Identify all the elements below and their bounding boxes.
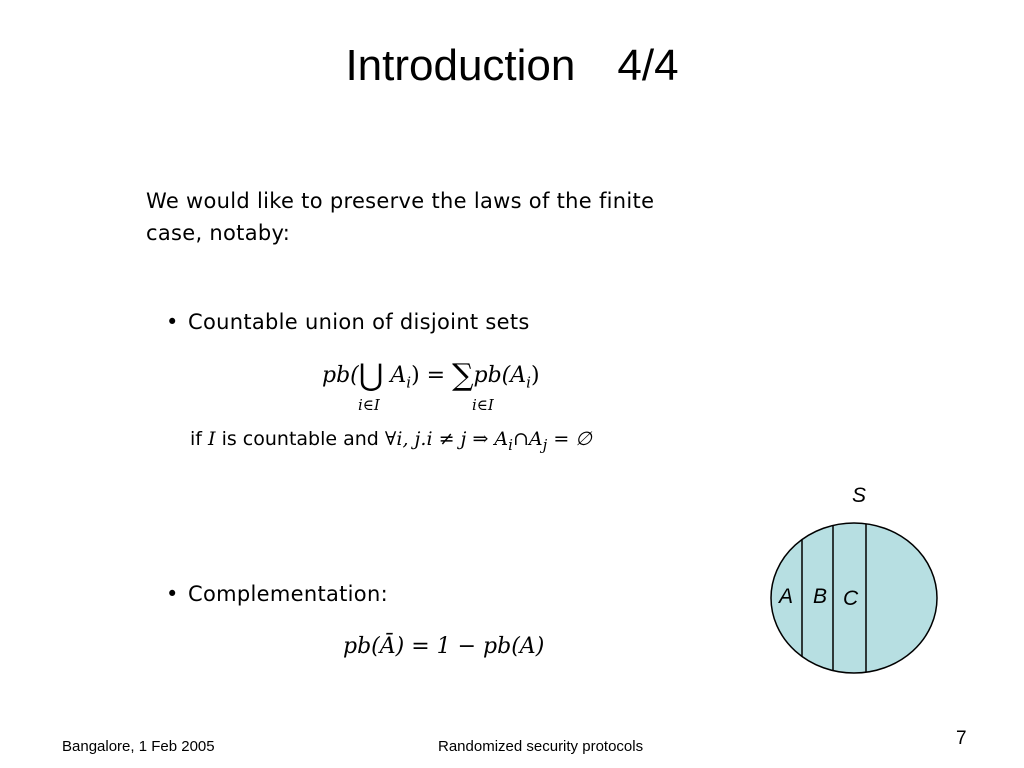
- slide-title-text: Introduction: [345, 41, 576, 90]
- footer-talk-title: Randomized security protocols: [438, 738, 644, 755]
- cond-end: = ∅: [553, 428, 592, 450]
- intro-line-2: case, notaby:: [146, 221, 291, 245]
- slide-title: [0, 40, 1024, 92]
- intro-line-1: We would like to preserve the laws of the finite: [146, 189, 655, 213]
- bullet-complementation-label: Complementation:: [188, 582, 388, 606]
- page-number: 7: [956, 728, 967, 749]
- cond-text: is countable and: [221, 428, 379, 450]
- cond-prefix: if: [190, 428, 202, 450]
- formula-close: ): [530, 363, 540, 388]
- cond-var: I: [208, 428, 216, 450]
- region-b-label: B: [813, 585, 828, 608]
- intro-paragraph: [146, 185, 654, 249]
- footer-location-date: Bangalore, 1 Feb 2005: [62, 738, 215, 755]
- big-union-symbol: ⋃: [358, 358, 384, 393]
- cond-sub-i: i: [508, 435, 513, 454]
- formula-a-subscript: i: [406, 373, 412, 392]
- formula-rhs-subscript: i: [526, 373, 531, 392]
- slide-title-page: 4/4: [617, 41, 679, 90]
- bullet-dot: •: [166, 310, 179, 334]
- cond-math: ∀i, j.i ≠ j ⇒ A: [384, 428, 509, 450]
- formula-equals: ) =: [411, 363, 446, 388]
- bullet-countable-union: [166, 310, 530, 334]
- bullet-countable-union-label: Countable union of disjoint sets: [188, 310, 530, 334]
- cond-sub-j: j: [542, 435, 548, 454]
- formula-a: A: [390, 363, 407, 388]
- set-s-label: S: [852, 484, 867, 507]
- big-sum-symbol: ∑: [452, 358, 474, 393]
- region-c-label: C: [843, 587, 859, 610]
- bullet-dot: •: [166, 582, 179, 606]
- complement-formula: pb(Ā) = 1 − pb(A): [343, 634, 545, 659]
- sum-index-label: i∈I: [472, 396, 494, 414]
- union-formula: [322, 358, 540, 393]
- formula-pb-rhs: pb(A: [473, 363, 527, 388]
- bullet-complementation: [166, 582, 388, 606]
- cond-cap: ∩A: [512, 428, 543, 450]
- countable-condition: [190, 428, 592, 454]
- partition-diagram: [760, 478, 950, 690]
- region-a-label: A: [779, 585, 794, 608]
- formula-pb-open: pb(: [322, 363, 359, 388]
- union-index-label: i∈I: [358, 396, 380, 414]
